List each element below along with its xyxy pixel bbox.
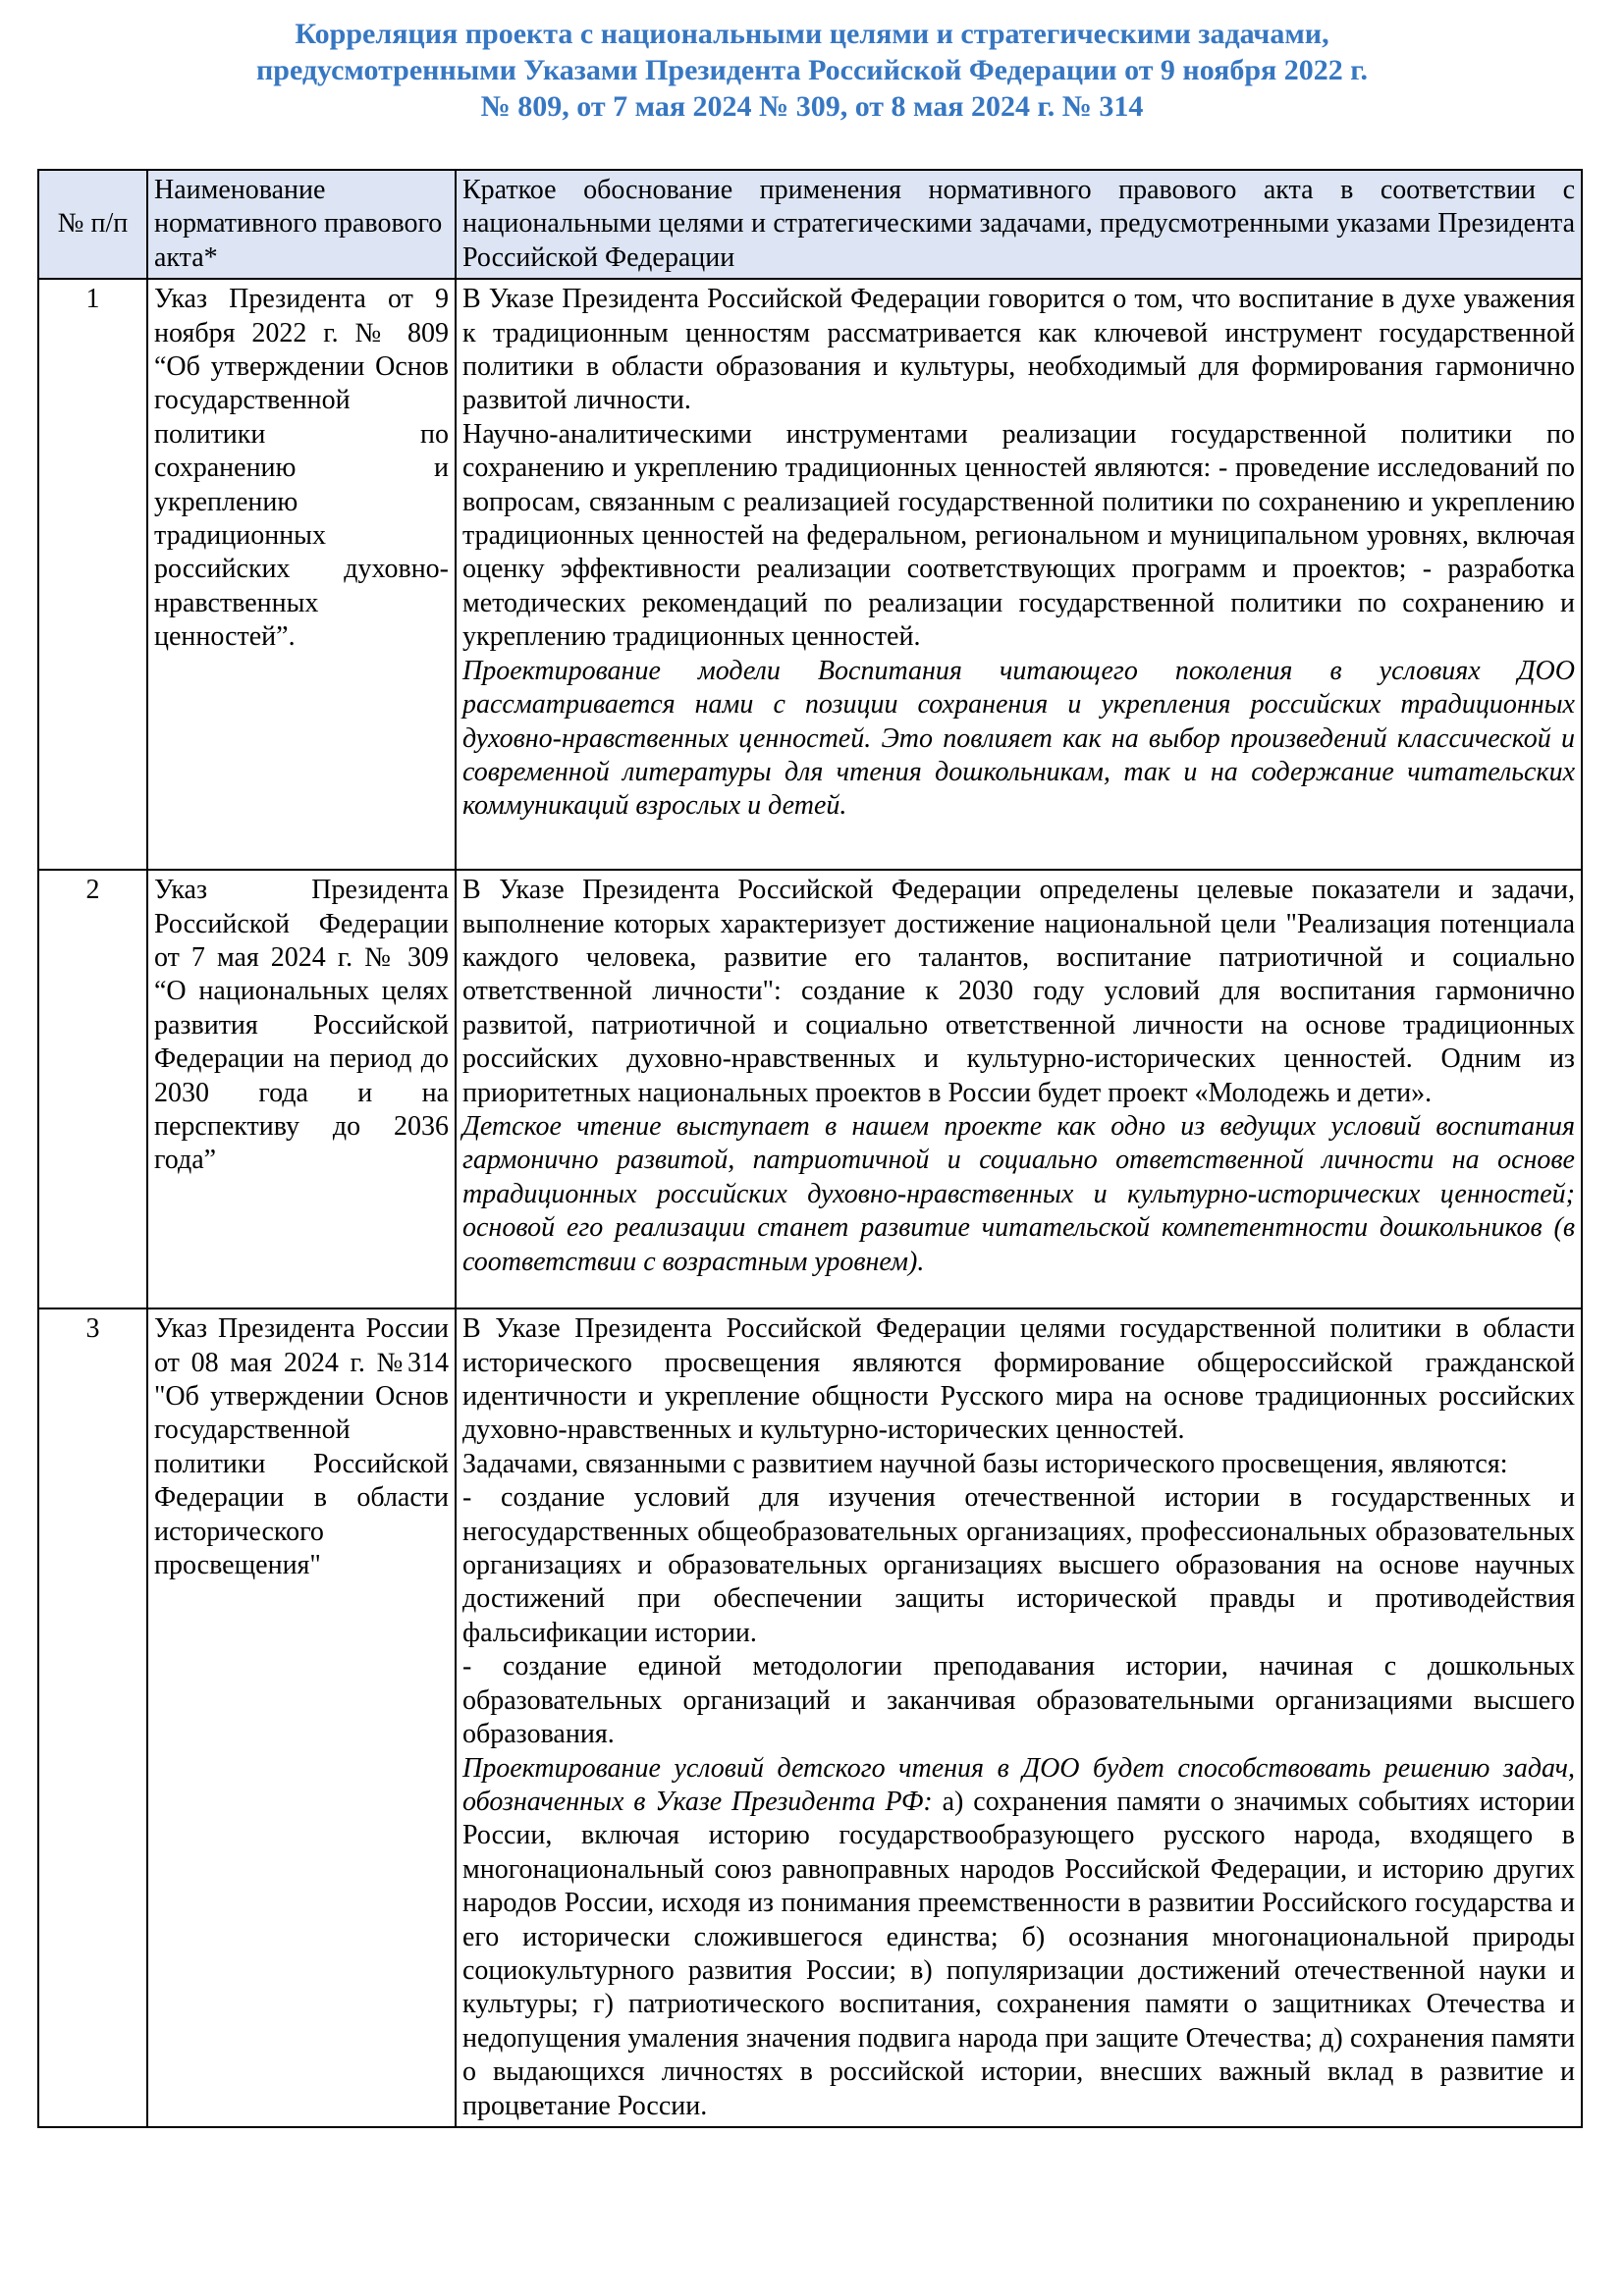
- row-number: 3: [38, 1308, 147, 2127]
- row-act-name: Указ Президента России от 08 мая 2024 г. №314 "Об утверждении Основ государственной политики Российской Федерации в области исторического просвещения": [147, 1308, 456, 2127]
- correlation-table: [37, 169, 1583, 2128]
- row-number: 1: [38, 279, 147, 870]
- justification-paragraph: Задачами, связанными с развитием научной базы исторического просвещения, являются:: [462, 1448, 1508, 1479]
- title-line-1: Корреляция проекта с национальными целями и стратегическими задачами,: [295, 18, 1329, 50]
- row-justification: [456, 1308, 1582, 2127]
- row-justification: [456, 870, 1582, 1308]
- justification-paragraph: - создание единой методологии преподавания истории, начиная с дошкольных образовательных организаций и заканчивая образовательными организациями высшего образования.: [462, 1651, 1575, 1750]
- row-justification: [456, 279, 1582, 870]
- table-header-row: [38, 170, 1582, 279]
- header-act-name: Наименование нормативного правового акта*: [147, 170, 456, 279]
- project-correlation-paragraph: [462, 1752, 1575, 2123]
- header-number: № п/п: [38, 170, 147, 279]
- table-row: [38, 279, 1582, 870]
- project-correlation-paragraph: Проектирование модели Воспитания читающего поколения в условиях ДОО рассматривается нами с позиции сохранения и укрепления российских традиционных духовно-нравственных ценностей. Это повлияет как на выбор произведений классической и современной литературы для чтения дошкольникам, так и на содержание читательских коммуникаций взрослых и детей.: [462, 655, 1575, 822]
- row-act-name: Указ Президента Российской Федерации от 7 мая 2024 г. № 309 “О национальных целях развития Российской Федерации на период до 2030 года и на перспективу до 2036 года”: [147, 870, 456, 1308]
- project-correlation-intro: Проектирование условий детского чтения в ДОО будет способствовать решению задач, обозначенных в Указе Президента РФ:: [462, 1752, 1575, 1817]
- justification-paragraph: В Указе Президента Российской Федерации говорится о том, что воспитание в духе уважения к традиционным ценностям рассматривается как ключевой инструмент государственной политики в области образования и культуры, необходимый для формирования гармонично развитой личности.: [462, 284, 1575, 416]
- row-number: 2: [38, 870, 147, 1308]
- header-justification: Краткое обоснование применения нормативного правового акта в соответствии с национальными целями и стратегическими задачами, предусмотренными указами Президента Российской Федерации: [456, 170, 1582, 279]
- justification-paragraph: Научно-аналитическими инструментами реализации государственной политики по сохранению и укреплению традиционных ценностей являются: - проведение исследований по вопросам, связанным с реализацией государственной политики по сохранению и укреплению традиционных ценностей на федеральном, региональном и муниципальном уровнях, включая оценку эффективности реализации соответствующих программ и проектов; - разработка методических рекомендаций по реализации государственной политики по сохранению и укреплению традиционных ценностей.: [462, 418, 1575, 653]
- justification-paragraph: - создание условий для изучения отечественной истории в государственных и негосударственных общеобразовательных организациях, профессиональных образовательных организациях и образовательных организациях высшего образования на основе научных достижений при обеспечении защиты исторической правды и противодействия фальсификации истории.: [462, 1482, 1575, 1648]
- row-act-name: Указ Президента от 9 ноября 2022 г. № 809 “Об утверждении Основ государственной политики по сохранению и укреплению традиционных российских духовно-нравственных ценностей”.: [147, 279, 456, 870]
- project-correlation-tasks: а) сохранения памяти о значимых событиях истории России, включая историю государствообразующего русского народа, входящего в многонациональный союз равноправных народов Российской Федерации, и историю других народов России, исходя из понимания преемственности в развитии Российского государства и его исторически сложившегося единства; б) осознания многонациональной природы социокультурного развития России; в) популяризации достижений отечественной науки и культуры; г) патриотического воспитания, сохранения памяти о защитниках Отечества и недопущения умаления значения подвига народа при защите Отечества; д) сохранения памяти о выдающихся личностях в российской истории, внесших важный вклад в развитие и процветание России.: [462, 1786, 1575, 2121]
- justification-paragraph: В Указе Президента Российской Федерации определены целевые показатели и задачи, выполнение которых характеризует достижение национальной цели "Реализация потенциала каждого человека, развитие его талантов, воспитание патриотичной и социально ответственной личности": создание к 2030 году условий для воспитания гармонично развитой, патриотичной и социально ответственной личности на основе традиционных российских духовно-нравственных и культурно-исторических ценностей. Одним из приоритетных национальных проектов в России будет проект «Молодежь и дети».: [462, 875, 1575, 1108]
- title-line-3: № 809, от 7 мая 2024 № 309, от 8 мая 2024 г. № 314: [480, 90, 1144, 123]
- title-line-2: предусмотренными Указами Президента Российской Федерации от 9 ноября 2022 г.: [255, 54, 1369, 86]
- justification-paragraph: В Указе Президента Российской Федерации целями государственной политики в области исторического просвещения являются формирование общероссийской гражданской идентичности и укрепление общности Русского мира на основе традиционных российских духовно-нравственных и культурно-исторических ценностей.: [462, 1313, 1575, 1446]
- table-row: [38, 870, 1582, 1308]
- document-title: [157, 16, 1467, 125]
- project-correlation-paragraph: Детское чтение выступает в нашем проекте как одно из ведущих условий воспитания гармонично развитой, патриотичной и социально ответственной личности на основе традиционных российских духовно-нравственных и культурно-исторических ценностей; основой его реализации станет развитие читательской компетентности дошкольников (в соответствии с возрастным уровнем).: [462, 1111, 1575, 1277]
- table-row: [38, 1308, 1582, 2127]
